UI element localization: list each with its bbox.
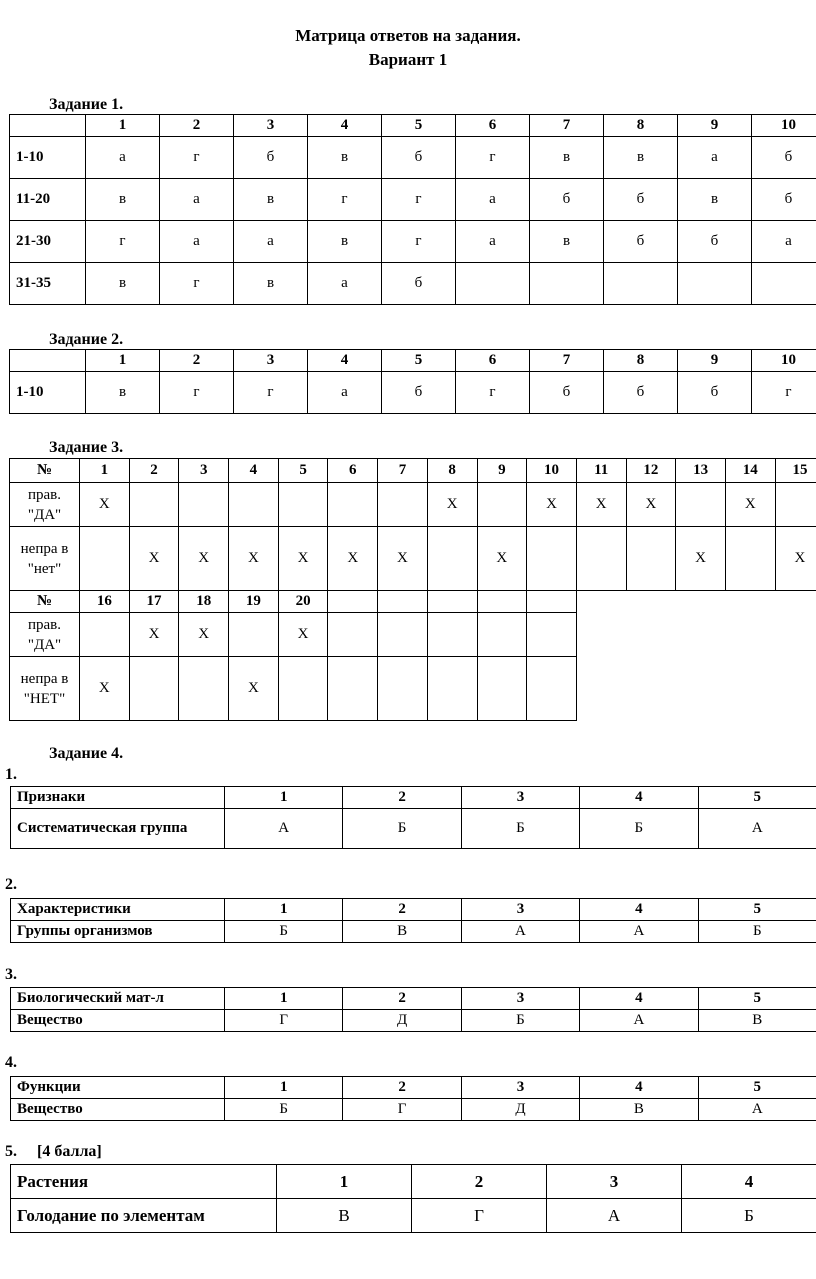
- table-row: [11, 1010, 816, 1032]
- row-label: Растения: [11, 1165, 277, 1199]
- table-cell: 15: [775, 459, 816, 483]
- table-cell: [278, 657, 328, 721]
- row-label: Вещество: [11, 1099, 225, 1121]
- table-cell: в: [86, 179, 160, 221]
- table-cell: б: [382, 372, 456, 414]
- table-cell: [328, 591, 378, 613]
- table-cell: б: [678, 372, 752, 414]
- table-cell: а: [308, 263, 382, 305]
- table-cell: [752, 263, 816, 305]
- table-cell: 2: [343, 787, 461, 809]
- task4-part1-number: 1.: [5, 766, 17, 783]
- table-cell: Х: [626, 483, 676, 527]
- spacer-cell: [725, 613, 775, 657]
- table-cell: 8: [427, 459, 477, 483]
- table-cell: [129, 657, 179, 721]
- table-cell: Г: [225, 1010, 343, 1032]
- table-cell: Х: [80, 657, 130, 721]
- table-cell: 1: [225, 899, 343, 921]
- table-row: [10, 527, 816, 591]
- table-cell: Б: [682, 1199, 816, 1233]
- row-label: прав. "ДА": [10, 613, 80, 657]
- table-cell: в: [308, 221, 382, 263]
- table-cell: [427, 527, 477, 591]
- row-label: №: [10, 591, 80, 613]
- table-cell: В: [580, 1099, 698, 1121]
- table-cell: А: [461, 921, 579, 943]
- table-cell: Х: [278, 613, 328, 657]
- table-cell: [527, 657, 577, 721]
- header-row: [11, 899, 816, 921]
- table-cell: 13: [676, 459, 726, 483]
- table-cell: В: [698, 1010, 816, 1032]
- table-cell: Х: [775, 527, 816, 591]
- table-cell: Х: [378, 527, 428, 591]
- table-cell: А: [225, 809, 343, 849]
- header-row: [10, 115, 816, 137]
- table-cell: 20: [278, 591, 328, 613]
- table-cell: [477, 591, 527, 613]
- table-row: [11, 921, 816, 943]
- table-cell: 17: [129, 591, 179, 613]
- table-cell: а: [160, 179, 234, 221]
- row-label: 1-10: [10, 372, 86, 414]
- task3-label: Задание 3.: [49, 439, 124, 456]
- table-cell: г: [160, 263, 234, 305]
- table-cell: г: [456, 372, 530, 414]
- header-row: [10, 459, 816, 483]
- table-cell: Х: [179, 613, 229, 657]
- table-cell: 1: [225, 787, 343, 809]
- row-label: 21-30: [10, 221, 86, 263]
- spacer-cell: [725, 591, 775, 613]
- table-cell: 2: [129, 459, 179, 483]
- table-row: [10, 372, 816, 414]
- table-row: [10, 137, 816, 179]
- table-cell: г: [382, 179, 456, 221]
- table-cell: [328, 613, 378, 657]
- table-row: [10, 613, 816, 657]
- table-cell: 10: [752, 350, 816, 372]
- table-row: [10, 657, 816, 721]
- table-cell: 5: [698, 988, 816, 1010]
- table-cell: в: [678, 179, 752, 221]
- table-cell: [576, 527, 626, 591]
- table-row: [11, 1099, 816, 1121]
- table-cell: 5: [278, 459, 328, 483]
- table-cell: [378, 657, 428, 721]
- table-cell: Б: [461, 809, 579, 849]
- table-cell: а: [678, 137, 752, 179]
- row-label: №: [10, 459, 80, 483]
- header-row: [11, 1165, 816, 1199]
- table-row: [10, 179, 816, 221]
- table-cell: [477, 613, 527, 657]
- spacer-cell: [775, 591, 816, 613]
- table-cell: 4: [229, 459, 279, 483]
- table-cell: б: [382, 263, 456, 305]
- task4-part2-number: 2.: [5, 876, 17, 893]
- table-cell: [378, 591, 428, 613]
- table-cell: г: [160, 137, 234, 179]
- table-cell: а: [752, 221, 816, 263]
- task4-part4-table: [10, 1076, 816, 1121]
- table-cell: 5: [698, 787, 816, 809]
- row-label: Систематическая группа: [11, 809, 225, 849]
- row-label: [10, 115, 86, 137]
- table-cell: [179, 483, 229, 527]
- header-row: [11, 787, 816, 809]
- table-cell: 5: [382, 350, 456, 372]
- table-cell: [378, 613, 428, 657]
- table-cell: [527, 613, 577, 657]
- table-cell: в: [530, 137, 604, 179]
- table-cell: 6: [328, 459, 378, 483]
- table-cell: [328, 657, 378, 721]
- table-cell: Х: [278, 527, 328, 591]
- table-cell: 14: [725, 459, 775, 483]
- table-cell: 3: [234, 115, 308, 137]
- table-cell: г: [234, 372, 308, 414]
- table-cell: в: [86, 263, 160, 305]
- table-cell: Б: [225, 1099, 343, 1121]
- table-cell: 1: [86, 350, 160, 372]
- task4-part5-number: 5.: [5, 1143, 17, 1160]
- table-cell: Г: [412, 1199, 547, 1233]
- row-label: прав. "ДА": [10, 483, 80, 527]
- row-label: Вещество: [11, 1010, 225, 1032]
- table-cell: [80, 527, 130, 591]
- table-cell: Г: [343, 1099, 461, 1121]
- row-label: 11-20: [10, 179, 86, 221]
- document-title: Матрица ответов на задания.: [295, 26, 521, 45]
- table-cell: Х: [229, 527, 279, 591]
- table-cell: 1: [86, 115, 160, 137]
- table-cell: 7: [530, 350, 604, 372]
- table-cell: б: [530, 179, 604, 221]
- table-cell: 19: [229, 591, 279, 613]
- table-cell: А: [547, 1199, 682, 1233]
- row-label: Функции: [11, 1077, 225, 1099]
- table-cell: 2: [160, 115, 234, 137]
- table-cell: 10: [752, 115, 816, 137]
- task3-table: [9, 458, 816, 721]
- table-cell: [530, 263, 604, 305]
- task4-part2-table: [10, 898, 816, 943]
- row-label: Биологический мат-л: [11, 988, 225, 1010]
- spacer-cell: [576, 657, 626, 721]
- table-cell: [527, 527, 577, 591]
- task4-label: Задание 4.: [49, 745, 124, 762]
- spacer-cell: [626, 591, 676, 613]
- table-cell: б: [530, 372, 604, 414]
- table-cell: [427, 657, 477, 721]
- table-cell: 9: [678, 350, 752, 372]
- table-cell: [229, 483, 279, 527]
- spacer-cell: [725, 657, 775, 721]
- table-cell: б: [604, 179, 678, 221]
- table-row: [10, 263, 816, 305]
- table-cell: Х: [179, 527, 229, 591]
- spacer-cell: [775, 657, 816, 721]
- row-label: Голодание по элементам: [11, 1199, 277, 1233]
- table-cell: б: [234, 137, 308, 179]
- table-cell: 4: [580, 787, 698, 809]
- table-cell: г: [382, 221, 456, 263]
- table-cell: 10: [527, 459, 577, 483]
- table-cell: 4: [308, 115, 382, 137]
- table-cell: 4: [580, 988, 698, 1010]
- table-cell: 7: [530, 115, 604, 137]
- table-cell: А: [580, 921, 698, 943]
- table-cell: 18: [179, 591, 229, 613]
- table-cell: г: [456, 137, 530, 179]
- table-cell: г: [308, 179, 382, 221]
- table-cell: А: [698, 809, 816, 849]
- table-cell: б: [604, 221, 678, 263]
- table-cell: Д: [343, 1010, 461, 1032]
- table-cell: 7: [378, 459, 428, 483]
- table-cell: Б: [698, 921, 816, 943]
- table-cell: 3: [234, 350, 308, 372]
- table-cell: 1: [277, 1165, 412, 1199]
- table-cell: в: [86, 372, 160, 414]
- spacer-cell: [576, 613, 626, 657]
- table-row: [11, 809, 816, 849]
- table-cell: Х: [576, 483, 626, 527]
- document-subtitle: Вариант 1: [368, 50, 448, 69]
- table-cell: 4: [580, 1077, 698, 1099]
- table-cell: 2: [343, 899, 461, 921]
- row-label: 1-10: [10, 137, 86, 179]
- table-cell: б: [382, 137, 456, 179]
- table-cell: Х: [328, 527, 378, 591]
- table-cell: [775, 483, 816, 527]
- spacer-cell: [676, 657, 726, 721]
- table-row: [10, 483, 816, 527]
- table-cell: а: [86, 137, 160, 179]
- task4-part4-number: 4.: [5, 1054, 17, 1071]
- table-cell: Б: [225, 921, 343, 943]
- table-cell: [477, 483, 527, 527]
- table-cell: В: [277, 1199, 412, 1233]
- table-cell: 2: [160, 350, 234, 372]
- table-cell: [604, 263, 678, 305]
- table-cell: 2: [343, 1077, 461, 1099]
- spacer-cell: [626, 657, 676, 721]
- table-cell: а: [234, 221, 308, 263]
- table-cell: в: [604, 137, 678, 179]
- spacer-cell: [626, 613, 676, 657]
- table-cell: б: [604, 372, 678, 414]
- table-cell: г: [86, 221, 160, 263]
- table-cell: 3: [547, 1165, 682, 1199]
- table-cell: 1: [80, 459, 130, 483]
- table-cell: Х: [129, 527, 179, 591]
- task4-part5-note: [4 балла]: [37, 1143, 102, 1160]
- table-cell: Х: [427, 483, 477, 527]
- table-cell: а: [456, 179, 530, 221]
- table-cell: 11: [576, 459, 626, 483]
- table-cell: 3: [461, 899, 579, 921]
- table-cell: Б: [343, 809, 461, 849]
- table-cell: а: [160, 221, 234, 263]
- table-row: [10, 221, 816, 263]
- table-cell: [229, 613, 279, 657]
- spacer-cell: [576, 591, 626, 613]
- table-cell: [179, 657, 229, 721]
- table-cell: 3: [179, 459, 229, 483]
- spacer-cell: [676, 613, 726, 657]
- task4-part5-table: [10, 1164, 816, 1233]
- table-cell: Х: [527, 483, 577, 527]
- table-cell: [129, 483, 179, 527]
- task2-label: Задание 2.: [49, 331, 124, 348]
- table-cell: Б: [580, 809, 698, 849]
- task1-table: [9, 114, 816, 305]
- table-cell: 3: [461, 787, 579, 809]
- task2-table: [9, 349, 816, 414]
- row-label: Признаки: [11, 787, 225, 809]
- table-cell: [725, 527, 775, 591]
- row-label: [10, 350, 86, 372]
- table-cell: 2: [343, 988, 461, 1010]
- table-cell: В: [343, 921, 461, 943]
- table-cell: Б: [461, 1010, 579, 1032]
- table-cell: а: [456, 221, 530, 263]
- table-cell: [328, 483, 378, 527]
- row-label: непра в "нет": [10, 527, 80, 591]
- table-cell: г: [160, 372, 234, 414]
- table-cell: в: [308, 137, 382, 179]
- table-cell: 6: [456, 350, 530, 372]
- spacer-cell: [676, 591, 726, 613]
- table-cell: 1: [225, 988, 343, 1010]
- table-cell: [678, 263, 752, 305]
- table-cell: 8: [604, 350, 678, 372]
- table-cell: 9: [678, 115, 752, 137]
- header-row: [10, 350, 816, 372]
- table-cell: г: [752, 372, 816, 414]
- table-cell: Д: [461, 1099, 579, 1121]
- table-cell: в: [234, 179, 308, 221]
- table-cell: 4: [580, 899, 698, 921]
- table-cell: А: [580, 1010, 698, 1032]
- table-cell: в: [530, 221, 604, 263]
- table-cell: [456, 263, 530, 305]
- header-row: [11, 1077, 816, 1099]
- table-cell: б: [752, 137, 816, 179]
- table-cell: [427, 613, 477, 657]
- task1-label: Задание 1.: [49, 96, 124, 113]
- row-label: Характеристики: [11, 899, 225, 921]
- table-cell: 5: [698, 899, 816, 921]
- table-cell: Х: [477, 527, 527, 591]
- table-cell: [626, 527, 676, 591]
- table-cell: 2: [412, 1165, 547, 1199]
- table-cell: 8: [604, 115, 678, 137]
- row-label: непра в "НЕТ": [10, 657, 80, 721]
- task4-part3-number: 3.: [5, 966, 17, 983]
- table-cell: Х: [229, 657, 279, 721]
- table-cell: 5: [382, 115, 456, 137]
- table-cell: в: [234, 263, 308, 305]
- table-cell: [527, 591, 577, 613]
- table-cell: [378, 483, 428, 527]
- table-cell: 4: [682, 1165, 816, 1199]
- table-cell: Х: [676, 527, 726, 591]
- table-cell: А: [698, 1099, 816, 1121]
- header-row: [10, 591, 816, 613]
- table-cell: 4: [308, 350, 382, 372]
- table-cell: б: [752, 179, 816, 221]
- table-cell: [676, 483, 726, 527]
- table-cell: [477, 657, 527, 721]
- table-cell: 3: [461, 988, 579, 1010]
- table-cell: 16: [80, 591, 130, 613]
- table-cell: 3: [461, 1077, 579, 1099]
- task4-part1-table: [10, 786, 816, 849]
- table-cell: б: [678, 221, 752, 263]
- table-cell: 5: [698, 1077, 816, 1099]
- table-cell: Х: [129, 613, 179, 657]
- table-cell: 1: [225, 1077, 343, 1099]
- table-row: [11, 1199, 816, 1233]
- table-cell: [80, 613, 130, 657]
- table-cell: а: [308, 372, 382, 414]
- table-cell: 6: [456, 115, 530, 137]
- spacer-cell: [775, 613, 816, 657]
- table-cell: 9: [477, 459, 527, 483]
- row-label: Группы организмов: [11, 921, 225, 943]
- table-cell: [427, 591, 477, 613]
- header-row: [11, 988, 816, 1010]
- table-cell: Х: [80, 483, 130, 527]
- task4-part3-table: [10, 987, 816, 1032]
- table-cell: Х: [725, 483, 775, 527]
- row-label: 31-35: [10, 263, 86, 305]
- table-cell: [278, 483, 328, 527]
- table-cell: 12: [626, 459, 676, 483]
